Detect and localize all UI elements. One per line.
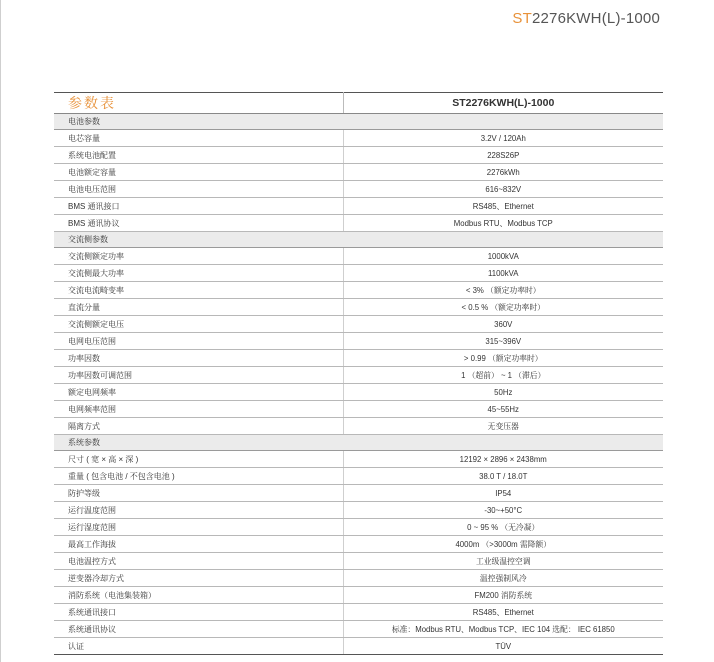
- param-name: 功率因数可调范围: [54, 367, 343, 384]
- param-value: FM200 消防系统: [343, 587, 663, 604]
- table-row: [54, 215, 663, 232]
- table-row: [54, 282, 663, 299]
- param-name: 交流电流畸变率: [54, 282, 343, 299]
- param-name: 额定电网频率: [54, 384, 343, 401]
- section-row: [54, 232, 663, 248]
- section-title: 系统参数: [54, 435, 663, 451]
- param-value: 无变压器: [343, 418, 663, 435]
- param-name: 电池温控方式: [54, 553, 343, 570]
- param-name: 系统电池配置: [54, 147, 343, 164]
- param-name: 防护等级: [54, 485, 343, 502]
- param-name: 消防系统（电池集装箱）: [54, 587, 343, 604]
- param-value: TÜV: [343, 638, 663, 655]
- table-header-row: [54, 93, 663, 114]
- table-row: [54, 164, 663, 181]
- param-value: 50Hz: [343, 384, 663, 401]
- param-value: > 0.99 （额定功率时）: [343, 350, 663, 367]
- param-value: 360V: [343, 316, 663, 333]
- param-name: 运行温度范围: [54, 502, 343, 519]
- param-name: 逆变器冷却方式: [54, 570, 343, 587]
- param-value: 3.2V / 120Ah: [343, 130, 663, 147]
- table-row: [54, 570, 663, 587]
- table-row: [54, 468, 663, 485]
- param-value: 1000kVA: [343, 248, 663, 265]
- param-name: 系统通讯接口: [54, 604, 343, 621]
- title-accent: ST: [512, 10, 532, 27]
- table-header-params: 参数表: [54, 93, 343, 114]
- param-name: 交流侧最大功率: [54, 265, 343, 282]
- table-row: [54, 130, 663, 147]
- table-row: [54, 485, 663, 502]
- table-row: [54, 265, 663, 282]
- param-value: 1 （超前） ~ 1 （滞后）: [343, 367, 663, 384]
- document-title: [512, 10, 660, 27]
- section-row: [54, 435, 663, 451]
- param-value: 616~832V: [343, 181, 663, 198]
- param-name: 交流侧额定电压: [54, 316, 343, 333]
- table-row: [54, 401, 663, 418]
- param-name: 电网电压范围: [54, 333, 343, 350]
- param-name: 认证: [54, 638, 343, 655]
- param-name: BMS 通讯协议: [54, 215, 343, 232]
- table-row: [54, 638, 663, 655]
- param-value: < 0.5 % （额定功率时）: [343, 299, 663, 316]
- table-row: [54, 536, 663, 553]
- param-value: 1100kVA: [343, 265, 663, 282]
- title-rest: 2276KWH(L)-1000: [531, 10, 660, 27]
- page-left-border: [0, 0, 1, 662]
- param-value: 228S26P: [343, 147, 663, 164]
- table-row: [54, 333, 663, 350]
- table-row: [54, 604, 663, 621]
- section-title: 电池参数: [54, 114, 663, 130]
- param-value: 工业级温控空调: [343, 553, 663, 570]
- param-value: 45~55Hz: [343, 401, 663, 418]
- param-value: -30~+50°C: [343, 502, 663, 519]
- param-name: 最高工作海拔: [54, 536, 343, 553]
- param-value: 0 ~ 95 % （无冷凝）: [343, 519, 663, 536]
- table-row: [54, 316, 663, 333]
- table-row: [54, 553, 663, 570]
- param-name: 运行湿度范围: [54, 519, 343, 536]
- param-value: < 3% （额定功率时）: [343, 282, 663, 299]
- table-row: [54, 418, 663, 435]
- table-row: [54, 367, 663, 384]
- param-value: 38.0 T / 18.0T: [343, 468, 663, 485]
- param-name: 电池额定容量: [54, 164, 343, 181]
- table-row: [54, 350, 663, 367]
- table-row: [54, 384, 663, 401]
- table-row: [54, 299, 663, 316]
- param-value: 标准：Modbus RTU、Modbus TCP、IEC 104 选配： IEC 61850: [343, 621, 663, 638]
- table-row: [54, 147, 663, 164]
- param-name: 电芯容量: [54, 130, 343, 147]
- table-row: [54, 502, 663, 519]
- param-value: RS485、Ethernet: [343, 198, 663, 215]
- table-row: [54, 621, 663, 638]
- param-value: Modbus RTU、Modbus TCP: [343, 215, 663, 232]
- param-name: 系统通讯协议: [54, 621, 343, 638]
- spec-table: [54, 92, 663, 655]
- param-name: 交流侧额定功率: [54, 248, 343, 265]
- param-name: 电池电压范围: [54, 181, 343, 198]
- table-row: [54, 248, 663, 265]
- param-value: 2276kWh: [343, 164, 663, 181]
- section-row: [54, 114, 663, 130]
- param-name: 直流分量: [54, 299, 343, 316]
- param-name: 尺寸 ( 宽 × 高 × 深 ): [54, 451, 343, 468]
- param-value: 温控强制风冷: [343, 570, 663, 587]
- table-row: [54, 198, 663, 215]
- param-name: 隔离方式: [54, 418, 343, 435]
- table-header-model: ST2276KWH(L)-1000: [343, 93, 663, 114]
- param-name: 电网频率范围: [54, 401, 343, 418]
- param-name: BMS 通讯接口: [54, 198, 343, 215]
- param-name: 重量 ( 包含电池 / 不包含电池 ): [54, 468, 343, 485]
- param-name: 功率因数: [54, 350, 343, 367]
- section-title: 交流侧参数: [54, 232, 663, 248]
- table-row: [54, 519, 663, 536]
- param-value: 315~396V: [343, 333, 663, 350]
- param-value: 12192 × 2896 × 2438mm: [343, 451, 663, 468]
- table-row: [54, 587, 663, 604]
- param-value: RS485、Ethernet: [343, 604, 663, 621]
- param-value: IP54: [343, 485, 663, 502]
- table-row: [54, 451, 663, 468]
- table-row: [54, 181, 663, 198]
- param-value: 4000m （>3000m 需降额）: [343, 536, 663, 553]
